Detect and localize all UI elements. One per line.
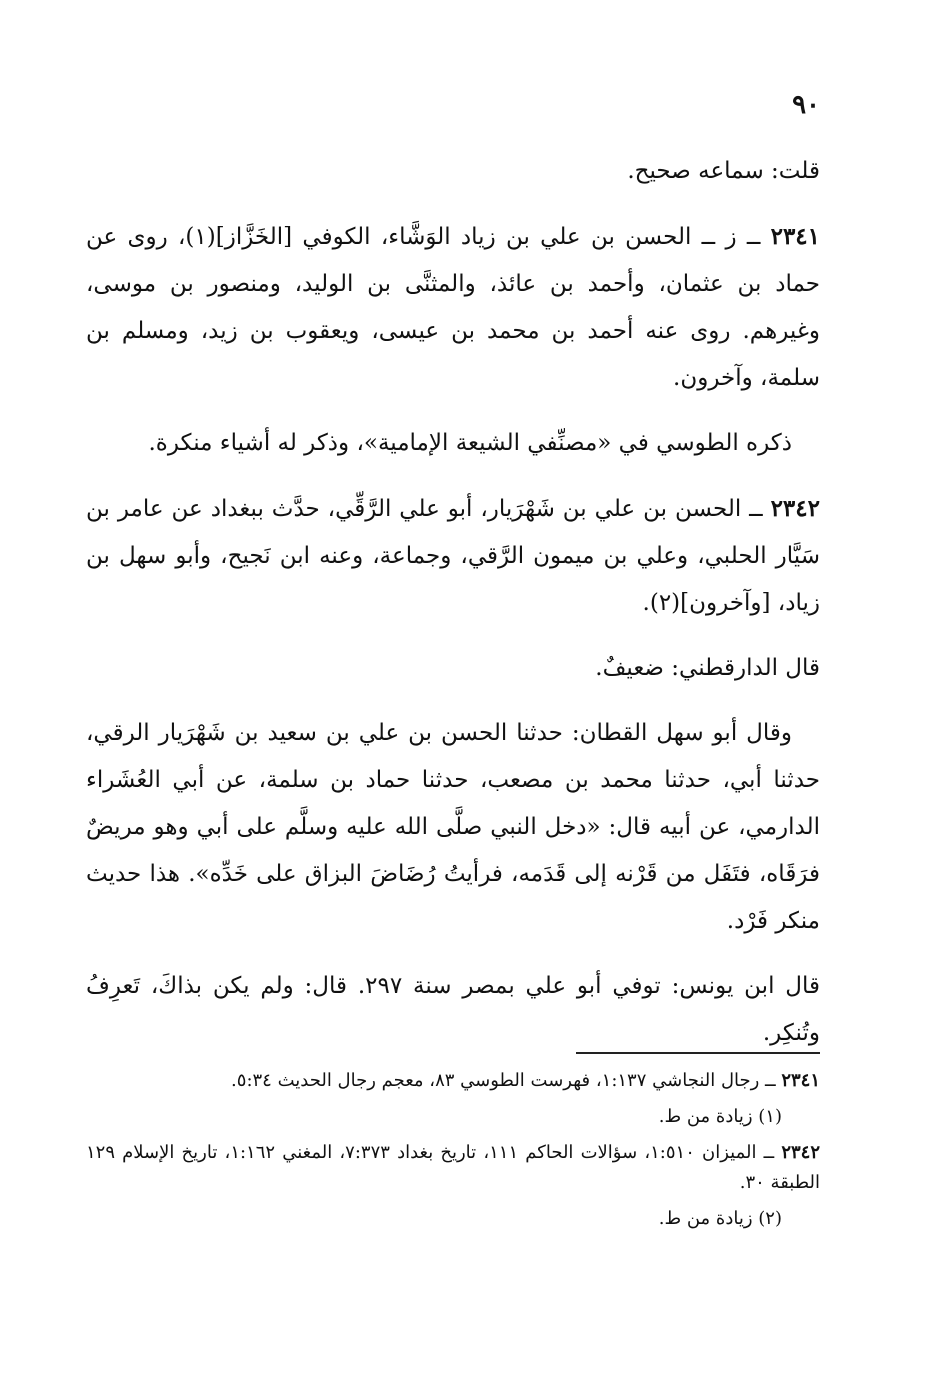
paragraph-text: قال ابن يونس: توفي أبو علي بمصر سنة ٢٩٧. قال: ولم يكن بذاكَ، تَعرِفُ وتُنكِر. [86,973,821,1046]
footnote-text: ــ الميزان ١:٥١٠، سؤالات الحاكم ١١١، تاريخ بغداد ٧:٣٧٣، المغني ١:١٦٢، تاريخ الإسلام ١٢٩ الطبقة ٣٠. [86,1142,820,1193]
footnote-2341 [86,1066,820,1096]
entry-2341 [86,213,820,402]
footnote-entry-number: ٢٣٤٢ [781,1142,820,1163]
paragraph [86,645,820,692]
footnote-entry-number: ٢٣٤١ [781,1070,820,1091]
paragraph-text: قلت: سماعه صحيح. [627,158,820,184]
paragraph [86,963,820,1057]
entry-text: ــ ز ــ الحسن بن علي بن زياد الوَشَّاء، الكوفي [الخَزَّاز](١)، روى عن حماد بن عثمان، وأحمد بن عائذ، والمثنَّى بن الوليد، ومنصور بن موسى، وغيرهم. روى عنه أحمد بن محمد بن عيسى، ويعقوب بن زيد، ومسلم بن سلمة، وآخرون. [86,224,820,391]
footnote-text: ــ رجال النجاشي ١:١٣٧، فهرست الطوسي ٨٣، معجم رجال الحديث ٥:٣٤. [231,1070,782,1091]
paragraph [86,710,820,945]
footnotes [86,1066,820,1240]
paragraph-text: ذكره الطوسي في «مصنِّفي الشيعة الإمامية»، وذكر له أشياء منكرة. [148,430,792,456]
page-number: ٩٠ [792,90,820,120]
footnote-text: (٢) زيادة من ط. [658,1208,782,1229]
footnote-2 [86,1204,782,1234]
paragraph [86,148,820,195]
entry-number: ٢٣٤١ [770,223,821,250]
footnote-2342 [86,1138,820,1198]
footnote-divider [576,1052,820,1054]
paragraph [86,420,820,467]
entry-2342 [86,485,820,627]
paragraph-text: وقال أبو سهل القطان: حدثنا الحسن بن علي بن سعيد بن شَهْرَيار الرقي، حدثنا أبي، حدثنا محمد بن مصعب، حدثنا حماد بن سلمة، عن أبي العُشَراء الدارمي، عن أبيه قال: «دخل النبي صلَّى الله عليه وسلَّم على أبي وهو مريضٌ فرَقَاه، فتَفَل من قَرْنه إلى قَدَمه، فرأيتُ رُضَاضَ البزاق على خَدِّه». هذا حديث منكر فَرْد. [86,720,820,934]
entry-number: ٢٣٤٢ [770,495,820,522]
body-text [86,148,820,1075]
footnote-text: (١) زيادة من ط. [658,1106,782,1127]
footnote-1 [86,1102,782,1132]
paragraph-text: قال الدارقطني: ضعيفٌ. [595,655,820,681]
entry-text: ــ الحسن بن علي بن شَهْرَيار، أبو علي الرَّقِّي، حدَّث ببغداد عن عامر بن سَيَّار الحلبي، وعلي بن ميمون الرَّقي، وجماعة، وعنه ابن نَجيح، وأبو سهل بن زياد، [وآخرون](٢). [86,496,820,616]
